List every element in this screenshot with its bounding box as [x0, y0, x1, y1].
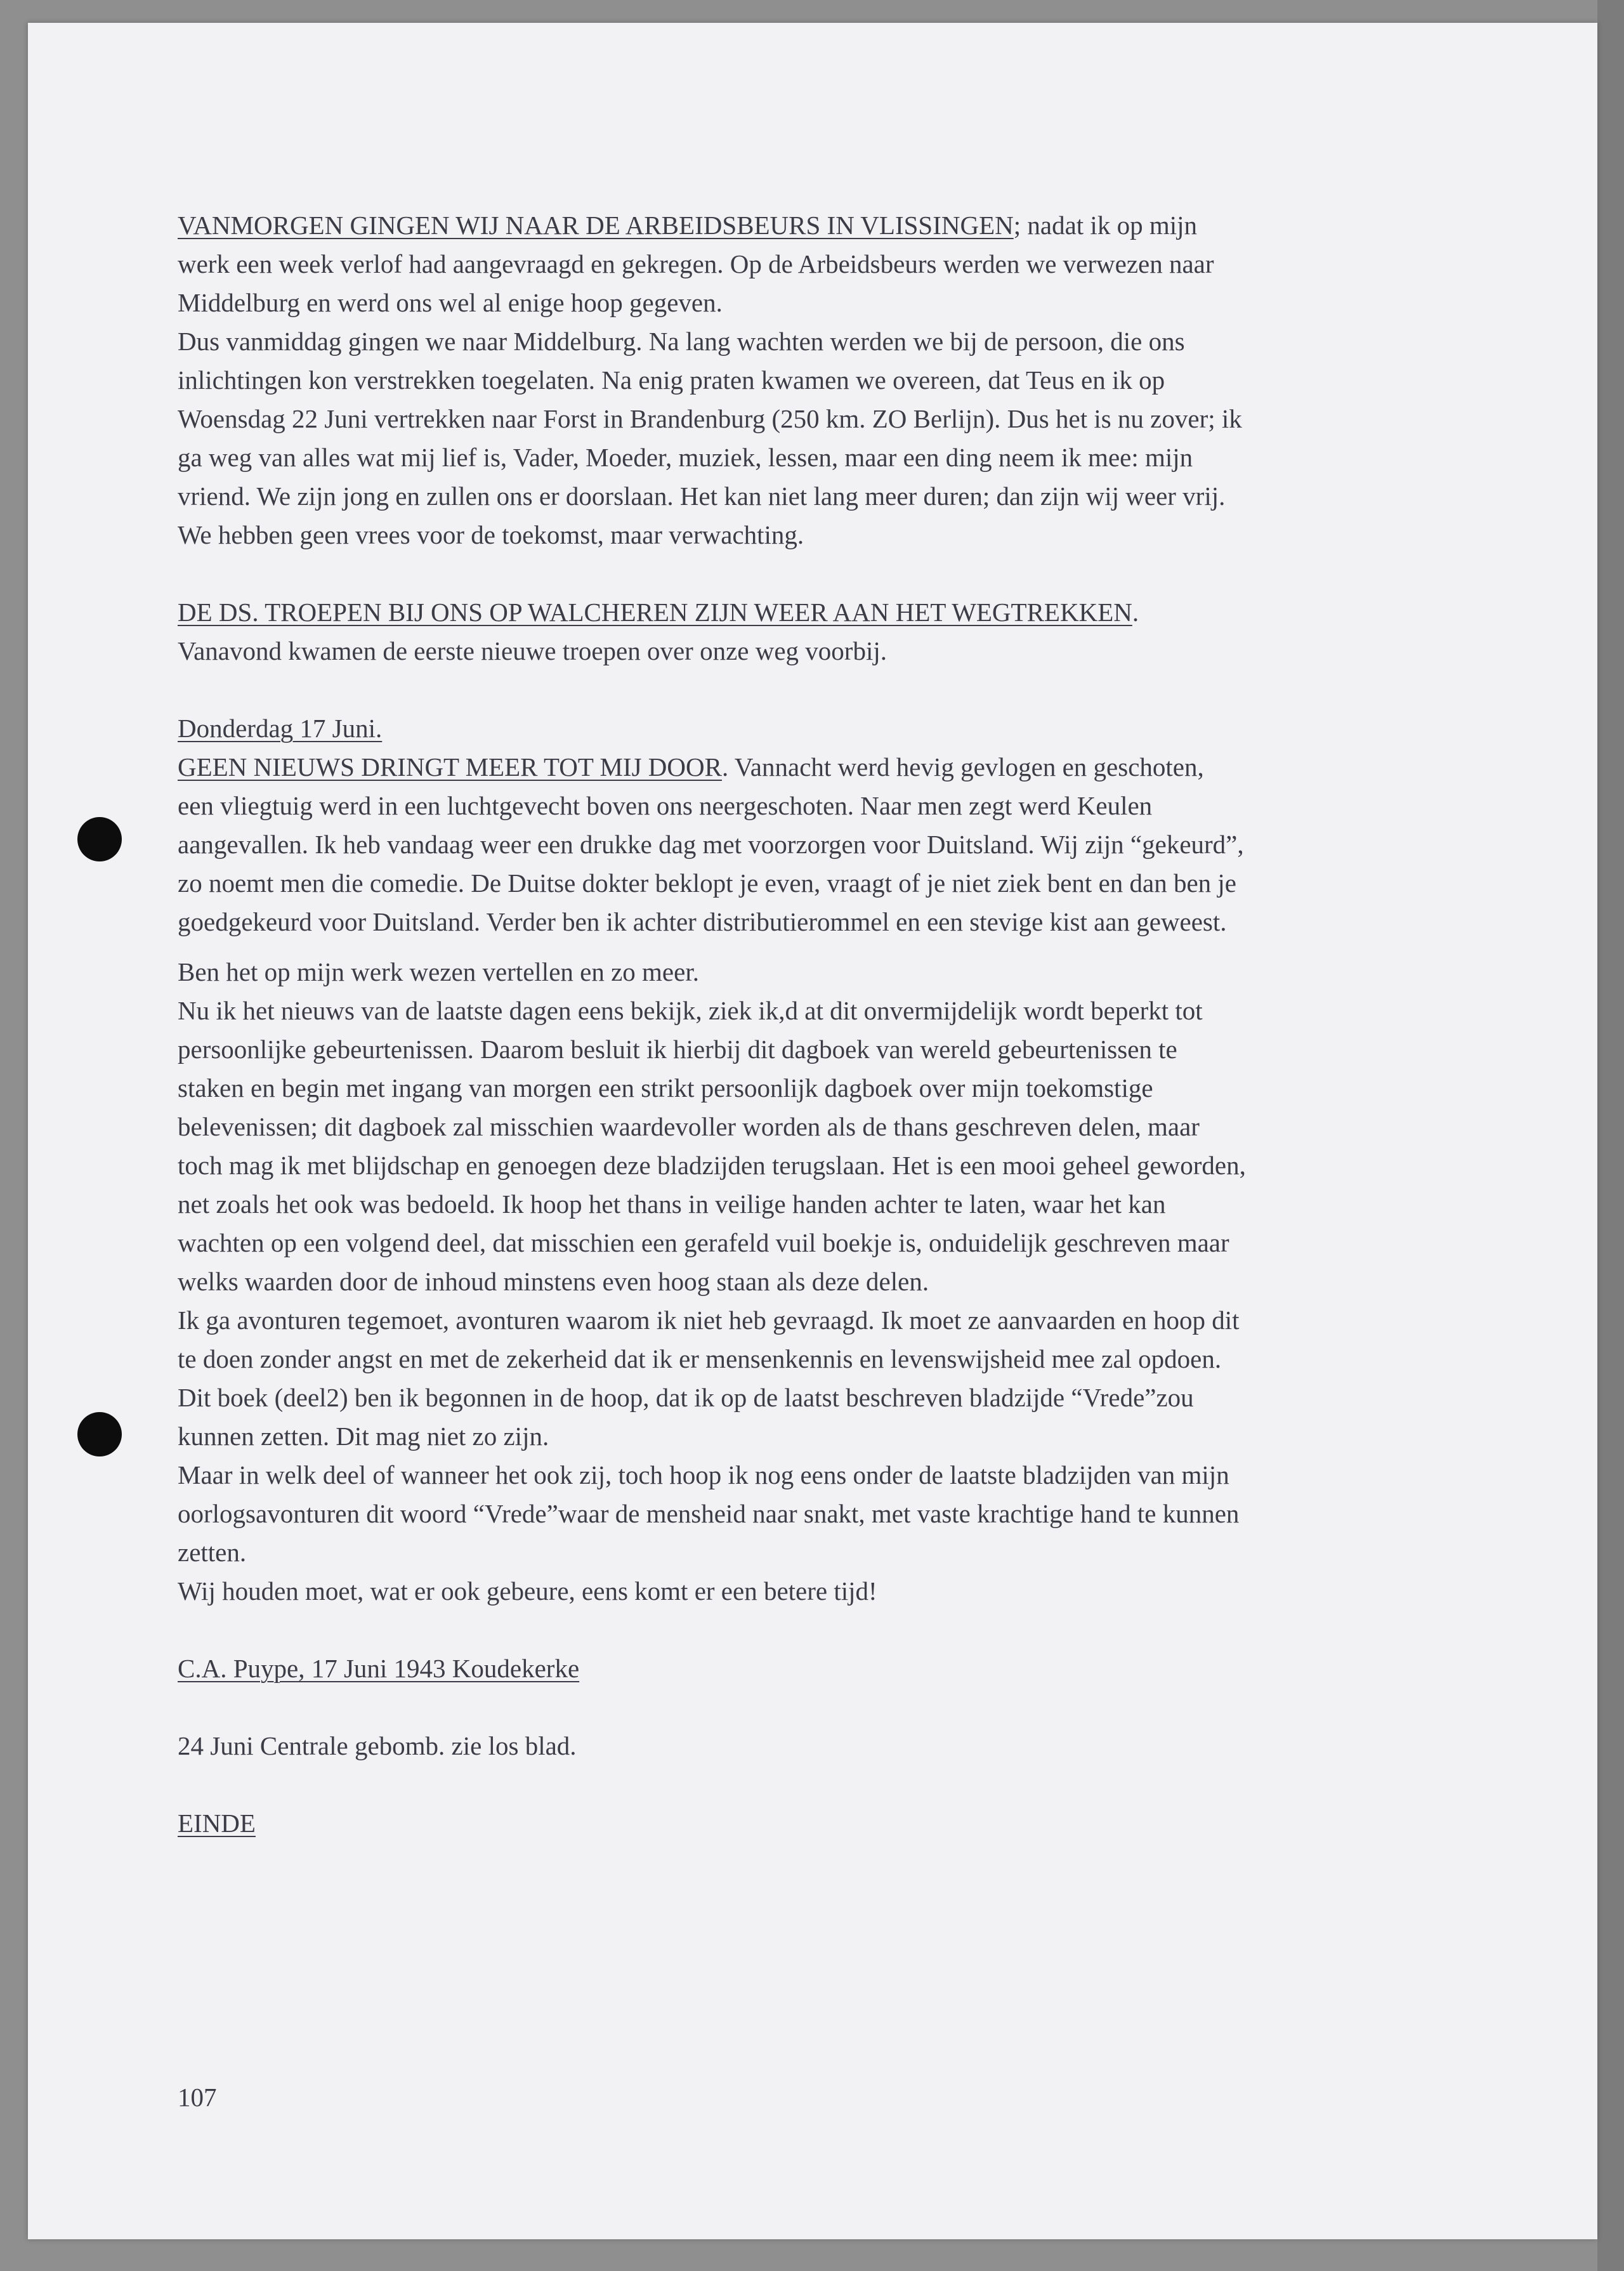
paragraph-dagboek: Ben het op mijn werk wezen vertellen en zo meer. Nu ik het nieuws van de laatste dagen eens bekijk, ziek ik,d at dit onvermijdelijk wordt beperkt tot persoonlijke gebeurtenissen. Daarom besluit ik hierbij dit dagboek van wereld gebeurtenissen te staken en begin met ingang van morgen een strikt persoonlijk dagboek over mijn toekomstige belevenissen; dit dagboek zal misschien waardevoller worden als de thans geschreven delen, maar toch mag ik met blijdschap en genoegen deze bladzijden terugslaan. Het is een mooi geheel geworden, net zoals het ook was bedoeld. Ik hoop het thans in veilige handen achter te laten, waar het kan wachten op een volgend deel, dat misschien een gerafeld vuil boekje is, onduidelijk geschreven maar welks waarden door de inhoud minstens even hoog staan als deze delen. Ik ga avonturen tegemoet, avonturen waarom ik niet heb gevraagd. Ik moet ze aanvaarden en hoop dit te doen zonder angst en met de zekerheid dat ik er mensenkennis en levenswijsheid mee zal opdoen. Dit boek (deel2) ben ik begonnen in de hoop, dat ik op de laatst beschreven bladzijde “Vrede”zou kunnen zetten. Dit mag niet zo zijn. Maar in welk deel of wanneer het ook zij, toch hoop ik nog eens onder de laatste bladzijden van mijn oorlogsavonturen dit woord “Vrede”waar de mensheid naar snakt, met vaste krachtige hand te kunnen zetten. Wij houden moet, wat er ook gebeure, eens komt er een betere tijd!	[178, 957, 1246, 1606]
heading-arbeidsbeurs: VANMORGEN GINGEN WIJ NAAR DE ARBEIDSBEURS IN VLISSINGEN	[178, 211, 1014, 240]
diary-text	[178, 206, 1446, 1843]
body-troepen: Vanavond kwamen de eerste nieuwe troepen over onze weg voorbij.	[178, 636, 887, 665]
end-line	[178, 1804, 1446, 1843]
paragraph-donderdag	[178, 709, 1446, 941]
paragraph-troepen	[178, 593, 1446, 671]
scan-edge	[1597, 0, 1624, 2271]
body-arbeidsbeurs: werk een week verlof had aangevraagd en gekregen. Op de Arbeidsbeurs werden we verwezen naar Middelburg en werd ons wel al enige hoop gegeven. Dus vanmiddag gingen we naar Middelburg. Na lang wachten werden we bij de persoon, die ons inlichtingen kon verstrekken toegelaten. Na enig praten kwamen we overeen, dat Teus en ik op Woensdag 22 Juni vertrekken naar Forst in Brandenburg (250 km. ZO Berlijn). Dus het is nu zover; ik ga weg van alles wat mij lief is, Vader, Moeder, muziek, lessen, maar een ding neem ik mee: mijn vriend. We zijn jong en zullen ons er doorslaan. Het kan niet lang meer duren; dan zijn wij weer vrij. We hebben geen vrees voor de toekomst, maar verwachting.	[178, 249, 1242, 549]
heading-nieuws: GEEN NIEUWS DRINGT MEER TOT MIJ DOOR	[178, 752, 722, 782]
bombing-note: 24 Juni Centrale gebomb. zie los blad.	[178, 1731, 577, 1760]
lead-arbeidsbeurs: ; nadat ik op mijn	[1013, 211, 1197, 240]
paragraph-arbeidsbeurs	[178, 206, 1446, 554]
page-number: 107	[178, 2083, 217, 2112]
heading-troepen: DE DS. TROEPEN BIJ ONS OP WALCHEREN ZIJN WEER AAN HET WEGTREKKEN	[178, 598, 1132, 627]
punch-hole-top	[77, 817, 122, 861]
end-marker: EINDE	[178, 1809, 256, 1838]
lead-nieuws: . Vannacht werd hevig gevlogen en geschoten,	[721, 752, 1204, 782]
body-nieuws: een vliegtuig werd in een luchtgevecht boven ons neergeschoten. Naar men zegt werd Keulen aangevallen. Ik heb vandaag weer een drukke dag met voorzorgen voor Duitsland. Wij zijn “gekeurd”, zo noemt men die comedie. De Duitse dokter beklopt je even, vraagt of je niet ziek bent en dan ben je goedgekeurd voor Duitsland. Verder ben ik achter distributierommel en een stevige kist aan geweest.	[178, 791, 1244, 936]
signature: C.A. Puype, 17 Juni 1943 Koudekerke	[178, 1654, 580, 1683]
date-heading: Donderdag 17 Juni.	[178, 714, 383, 743]
signature-line	[178, 1649, 1446, 1688]
punch-hole-bottom	[77, 1412, 122, 1456]
lead-troepen: .	[1132, 598, 1139, 627]
